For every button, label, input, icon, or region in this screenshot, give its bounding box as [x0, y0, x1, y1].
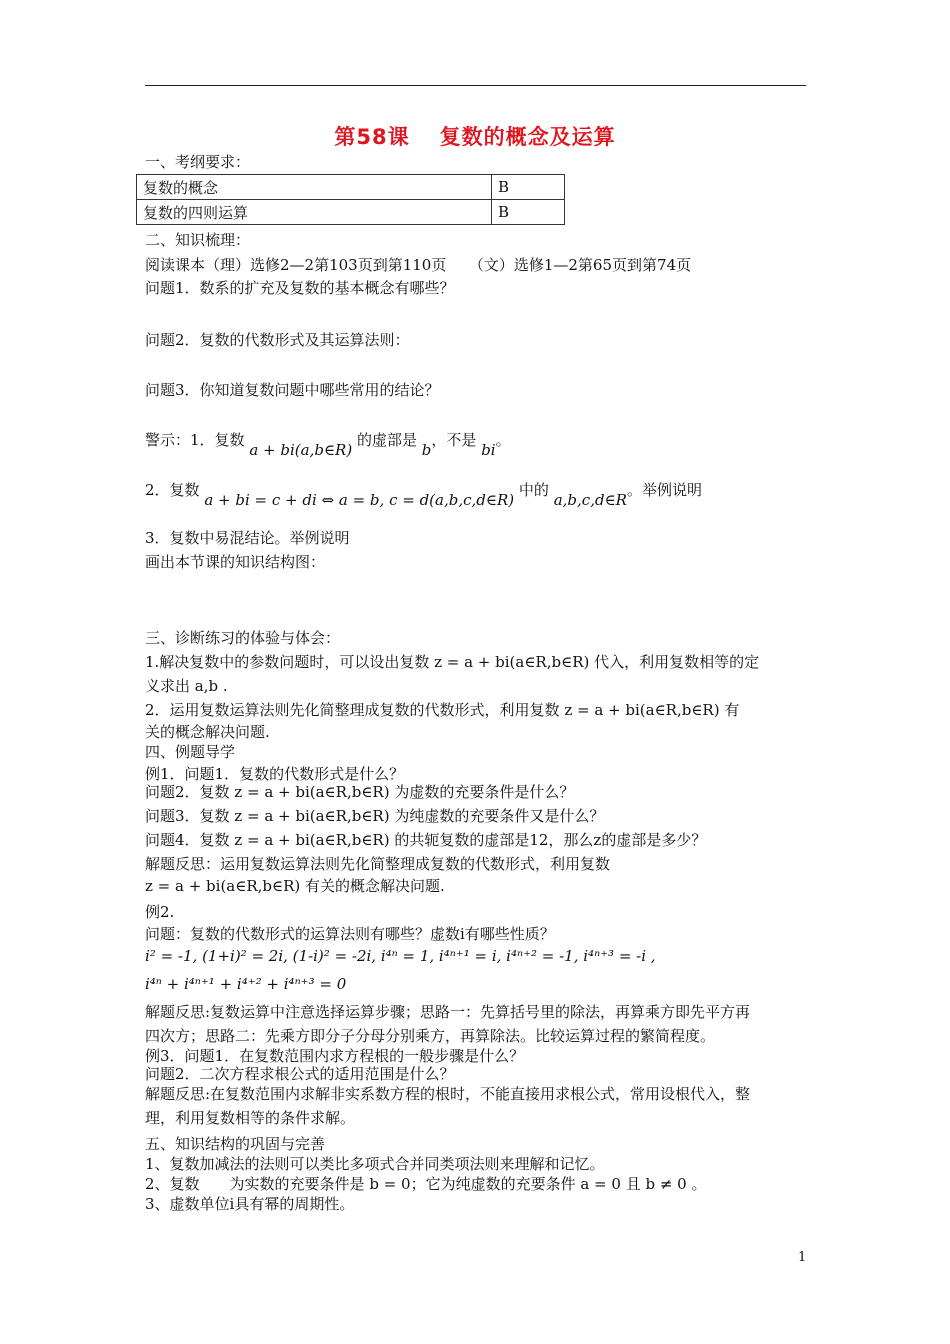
warning-1-comma: ，不是	[431, 431, 477, 449]
section1-heading: 一、考纲要求：	[145, 153, 251, 171]
example2-label: 例2.	[145, 903, 175, 921]
example1-q2: 问题2．复数 z = a + bi(a∈R,b∈R) 为虚数的充要条件是什么？	[145, 783, 575, 801]
example2-formula-2: i⁴ⁿ + i⁴ⁿ⁺¹ + i⁴⁺² + i⁴ⁿ⁺³ = 0	[145, 975, 347, 993]
example2-reflection-1: 解题反思:复数运算中注意选择运算步骤；思路一：先算括号里的除法，再算乘方即先平方再	[145, 1003, 751, 1021]
question-3: 问题3．你知道复数问题中哪些常用的结论？	[145, 381, 440, 399]
lesson-number: 第58课	[334, 125, 410, 149]
table-cell-item: 复数的四则运算	[137, 200, 492, 225]
section3-heading: 三、诊断练习的体验与体会：	[145, 629, 341, 647]
reading-assignment: 阅读课本（理）选修2—2第103页到第110页 （文）选修1—2第65页到第74页	[145, 256, 692, 274]
draw-structure: 画出本节课的知识结构图：	[145, 553, 326, 571]
warning-3: 3．复数中易混结论。举例说明	[145, 529, 350, 547]
table-row	[137, 175, 565, 200]
lesson-topic: 复数的概念及运算	[439, 125, 616, 149]
section5-heading: 五、知识结构的巩固与完善	[145, 1135, 326, 1153]
example1-q4: 问题4．复数 z = a + bi(a∈R,b∈R) 的共轭复数的虚部是12，那么z的虚部是多少？	[145, 831, 707, 849]
diagnosis-2b: 关的概念解决问题.	[145, 723, 270, 741]
question-2: 问题2．复数的代数形式及其运算法则：	[145, 331, 410, 349]
example3-reflection-1: 解题反思:在复数范围内求解非实系数方程的根时，不能直接用求根公式，常用设根代入，整	[145, 1085, 751, 1103]
example3-q1: 例3．问题1．在复数范围内求方程根的一般步骤是什么？	[145, 1047, 525, 1065]
example3-reflection-2: 理，利用复数相等的条件求解。	[145, 1109, 356, 1127]
warning-2-prefix: 2．复数	[145, 481, 200, 499]
diagnosis-2a: 2．运用复数运算法则先化简整理成复数的代数形式，利用复数 z = a + bi(a∈R,b∈R) 有	[145, 701, 740, 719]
example2-question: 问题：复数的代数形式的运算法则有哪些？虚数i有哪些性质？	[145, 925, 555, 943]
warning-1	[145, 429, 511, 459]
warning-2-vars: a,b,c,d∈R	[553, 491, 627, 509]
warning-1-bi: bi	[481, 441, 496, 459]
warning-2	[145, 479, 702, 509]
example2-reflection-2: 四次方；思路二：先乘方即分子分母分别乘方，再算除法。比较运算过程的繁简程度。	[145, 1027, 716, 1045]
example1-q1: 例1．问题1．复数的代数形式是什么？	[145, 765, 405, 783]
table-cell-item: 复数的概念	[137, 175, 492, 200]
question-1: 问题1．数系的扩充及复数的基本概念有哪些？	[145, 279, 455, 297]
diagnosis-1a: 1.解决复数中的参数问题时，可以设出复数 z = a + bi(a∈R,b∈R) 代入，利用复数相等的定	[145, 653, 760, 671]
section2-heading: 二、知识梳理：	[145, 231, 251, 249]
warning-1-prefix: 警示：1．复数	[145, 431, 245, 449]
diagnosis-1b: 义求出 a,b .	[145, 677, 228, 695]
table-cell-level: B	[492, 175, 565, 200]
example2-formula-1: i² = -1, (1+i)² = 2i, (1-i)² = -2i, i⁴ⁿ = 1, i⁴ⁿ⁺¹ = i, i⁴ⁿ⁺² = -1, i⁴ⁿ⁺³ = -i ,	[145, 947, 656, 965]
summary-2: 2、复数 为实数的充要条件是 b = 0；它为纯虚数的充要条件 a = 0 且 b ≠ 0 。	[145, 1175, 707, 1193]
page-title	[0, 121, 950, 151]
table-cell-level: B	[492, 200, 565, 225]
warning-2-expr: a + bi = c + di ⇔ a = b, c = d(a,b,c,d∈R)	[204, 491, 515, 509]
warning-2-mid: 中的	[518, 481, 549, 499]
warning-1-end: 。	[495, 431, 511, 449]
requirements-table	[136, 174, 565, 225]
summary-1: 1、复数加减法的法则可以类比多项式合并同类项法则来理解和记忆。	[145, 1155, 605, 1173]
example3-q2: 问题2．二次方程求根公式的适用范围是什么？	[145, 1065, 455, 1083]
warning-1-mid: 的虚部是	[356, 431, 417, 449]
header-rule	[145, 85, 806, 86]
summary-3: 3、虚数单位i具有幂的周期性。	[145, 1195, 355, 1213]
page-number: 1	[798, 1250, 807, 1265]
table-row	[137, 200, 565, 225]
warning-1-expr: a + bi(a,b∈R)	[249, 441, 353, 459]
warning-1-b: b	[421, 441, 432, 459]
example1-reflection-2: z = a + bi(a∈R,b∈R) 有关的概念解决问题.	[145, 877, 445, 895]
example1-reflection-1: 解题反思：运用复数运算法则先化简整理成复数的代数形式，利用复数	[145, 855, 611, 873]
section4-heading: 四、例题导学	[145, 743, 236, 761]
warning-2-end: 。举例说明	[626, 481, 702, 499]
example1-q3: 问题3．复数 z = a + bi(a∈R,b∈R) 为纯虚数的充要条件又是什么？	[145, 807, 605, 825]
